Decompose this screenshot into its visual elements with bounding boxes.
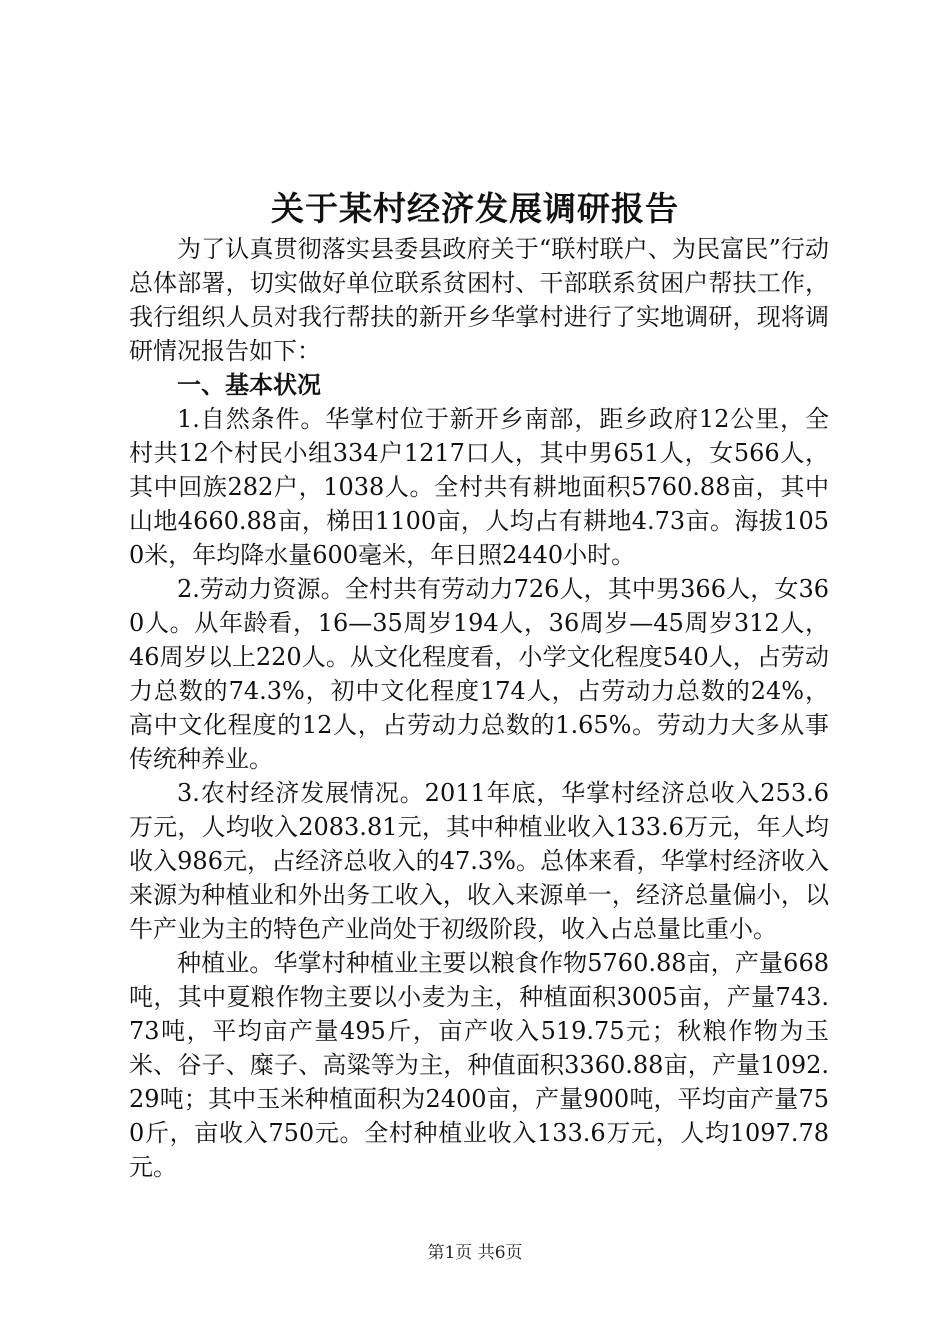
document-title: 关于某村经济发展调研报告 bbox=[271, 189, 679, 228]
section-heading-basic-status: 一、基本状况 bbox=[177, 370, 321, 399]
paragraph-planting: 种植业。华掌村种植业主要以粮食作物5760.88亩，产量668吨，其中夏粮作物主要以小麦为主，种植面积3005亩，产量743.73吨，平均亩产量495斤，亩产收入519.75元；秋粮作物为玉米、谷子、糜子、高粱等为主，种值面积3360.88亩，产量1092.29吨；其中玉米种植面积为2400亩，产量900吨，平均亩产量750斤，亩收入750元。全村种植业收入133.6万元，人均1097.78元。 bbox=[129, 949, 829, 1181]
paragraph-economic-development: 3.农村经济发展情况。2011年底，华掌村经济总收入253.6万元，人均收入2083.81元，其中种植业收入133.6万元，年人均收入986元，占经济总收入的47.3%。总体来看，华掌村经济收入来源为种植业和外出务工收入，收入来源单一，经济总量偏小，以牛产业为主的特色产业尚处于初级阶段，收入占总量比重小。 bbox=[129, 779, 829, 943]
page-number-footer: 第1页 共6页 bbox=[427, 1243, 523, 1263]
paragraph-labor-resources: 2.劳动力资源。全村共有劳动力726人，其中男366人，女360人。从年龄看，16—35周岁194人，36周岁—45周岁312人，46周岁以上220人。从文化程度看，小学文化程度540人，占劳动力总数的74.3%，初中文化程度174人，占劳动力总数的24%，高中文化程度的12人，占劳动力总数的1.65%。劳动力大多从事传统种养业。 bbox=[129, 575, 829, 773]
document-body bbox=[129, 232, 829, 1184]
intro-paragraph: 为了认真贯彻落实县委县政府关于“联村联户、为民富民”行动总体部署，切实做好单位联系贫困村、干部联系贫困户帮扶工作，我行组织人员对我行帮扶的新开乡华掌村进行了实地调研，现将调研情况报告如下： bbox=[129, 235, 829, 365]
paragraph-natural-conditions: 1.自然条件。华掌村位于新开乡南部，距乡政府12公里，全村共12个村民小组334户1217口人，其中男651人，女566人，其中回族282户，1038人。全村共有耕地面积5760.88亩，其中山地4660.88亩，梯田1100亩，人均占有耕地4.73亩。海拔1050米，年均降水量600毫米，年日照2440小时。 bbox=[129, 405, 829, 569]
